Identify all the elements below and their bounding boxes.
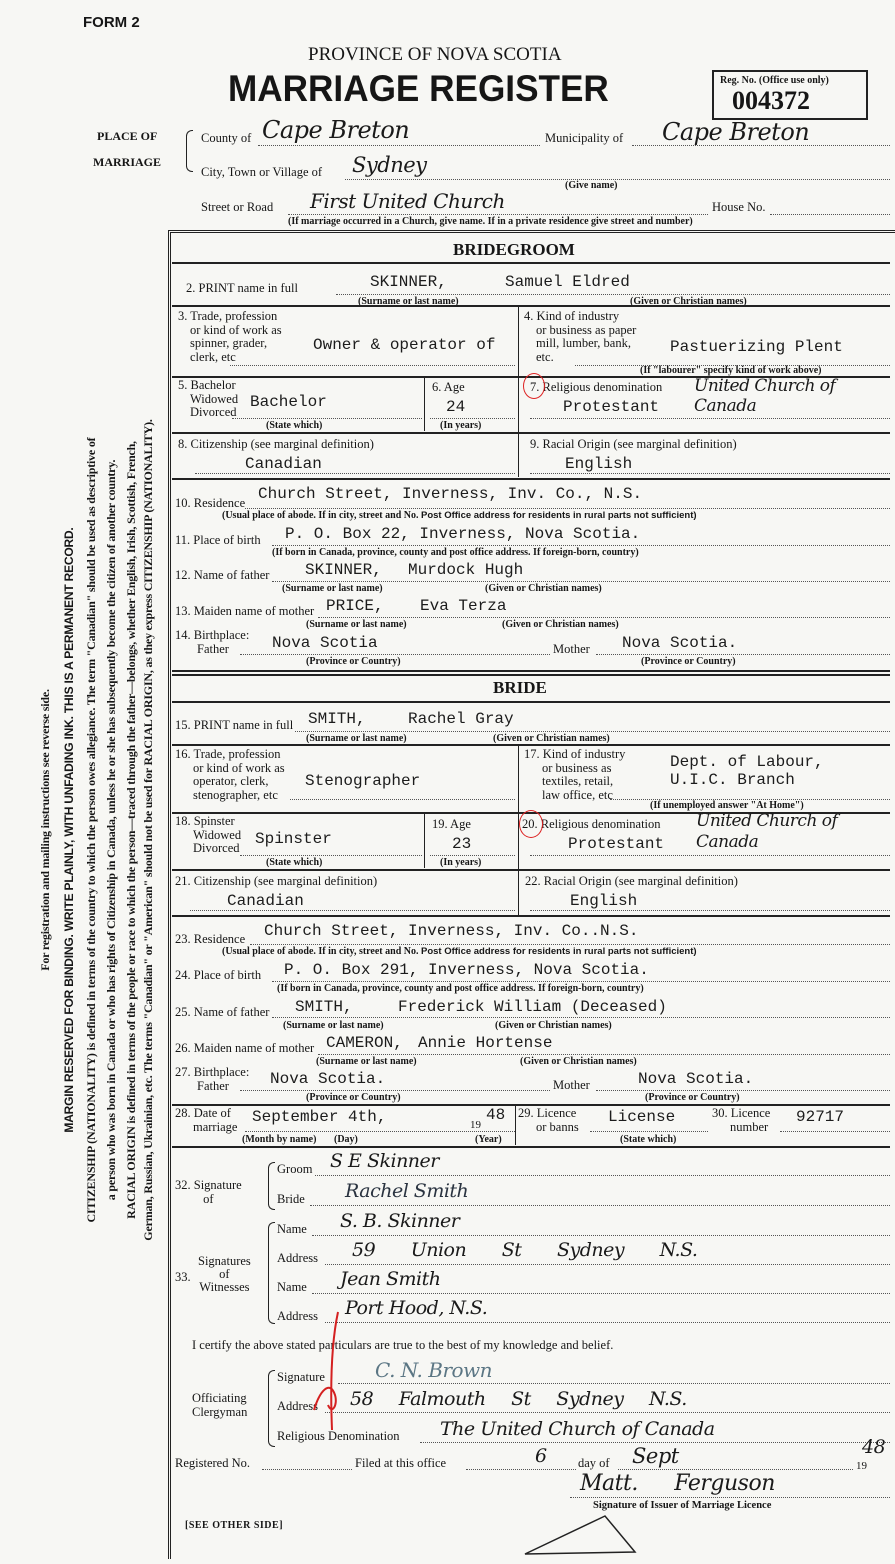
licence-type-label: 29. Licence or banns <box>518 1106 579 1134</box>
city-value: Sydney <box>352 153 427 177</box>
groom-racial: English <box>565 455 633 473</box>
form-number: FORM 2 <box>83 14 140 31</box>
margin-line-4: a person who was born in Canada or who has rights of Citizenship in Canada, unless he or she has subsequently become the citizen of another country. <box>104 459 118 1201</box>
day-caption: (Day) <box>334 1134 358 1145</box>
bride-age: 23 <box>452 835 472 853</box>
clergy-signature: C. N. Brown <box>375 1358 493 1382</box>
clergy-address: 58 Falmouth St Sydney N.S. <box>350 1388 687 1410</box>
bride-birthplace-label: 27. Birthplace: Father <box>175 1065 250 1093</box>
signature-of-label: 32. Signature of <box>175 1178 242 1206</box>
margin-line-2: MARGIN RESERVED FOR BINDING. WRITE PLAINLY, WITH UNFADING INK. THIS IS A PERMANENT RECORD. <box>62 527 76 1133</box>
province-heading: PROVINCE OF NOVA SCOTIA <box>308 44 562 65</box>
given-caption: (Given or Christian names) <box>495 1020 612 1031</box>
clergy-denomination: The United Church of Canada <box>440 1418 715 1440</box>
bride-industry-note: (If unemployed answer "At Home") <box>650 800 804 811</box>
red-check-mark <box>310 1310 340 1435</box>
house-no-label: House No. <box>712 200 766 214</box>
licence-type: License <box>608 1108 676 1126</box>
bride-industry-label: 17. Kind of industry or business as textiles, retail, law office, etc <box>524 747 626 802</box>
marriage-label: MARRIAGE <box>93 155 161 169</box>
year-prefix: 19 <box>470 1119 481 1131</box>
bride-signature: Rachel Smith <box>345 1180 469 1202</box>
witness1-name: S. B. Skinner <box>340 1210 460 1232</box>
margin-instructions <box>35 290 165 1370</box>
reg-number-label: Reg. No. (Office use only) <box>720 75 829 86</box>
bride-religion: Protestant <box>568 835 665 853</box>
bride-citizenship-label: 21. Citizenship (see marginal definition) <box>175 874 378 888</box>
mother-label: Mother <box>553 642 590 656</box>
issuer-signature: Matt. Ferguson <box>580 1471 775 1496</box>
bride-status-label: 18. Spinster Widowed Divorced <box>175 814 242 855</box>
state-which-caption: (State which) <box>266 420 323 431</box>
surname-caption: (Surname or last name) <box>283 1020 384 1031</box>
brace <box>268 1370 275 1447</box>
witness2-name: Jean Smith <box>340 1268 441 1290</box>
bride-signature-label: Bride <box>277 1192 305 1206</box>
groom-mother-birthplace: Nova Scotia. <box>622 634 738 652</box>
groom-given: Samuel Eldred <box>505 273 630 291</box>
bride-birth: P. O. Box 291, Inverness, Nova Scotia. <box>284 961 649 979</box>
given-caption: (Given or Christian names) <box>630 296 747 307</box>
groom-name-label: 2. PRINT name in full <box>186 281 298 295</box>
filed-label: Filed at this office <box>355 1456 447 1470</box>
groom-religion-handwritten: United Church of Canada <box>694 376 836 416</box>
bride-mother-given: Annie Hortense <box>418 1034 553 1052</box>
groom-birth: P. O. Box 22, Inverness, Nova Scotia. <box>285 525 641 543</box>
surname-caption: (Surname or last name) <box>316 1056 417 1067</box>
issuer-signature-label: Signature of Issuer of Marriage Licence <box>593 1500 772 1511</box>
bride-given: Rachel Gray <box>408 710 514 728</box>
bride-father-surname: SMITH, <box>295 998 353 1016</box>
given-caption: (Given or Christian names) <box>502 619 619 630</box>
brace <box>186 130 193 172</box>
bride-age-label: 19. Age <box>432 817 471 831</box>
filed-day: 6 <box>535 1445 547 1467</box>
clergy-address-label: Address <box>277 1399 318 1413</box>
groom-citizenship: Canadian <box>245 455 322 473</box>
see-other-side-note: [SEE OTHER SIDE] <box>185 1520 284 1531</box>
groom-mother-given: Eva Terza <box>420 597 507 615</box>
province-caption: (Province or Country) <box>306 656 401 667</box>
marriage-date: September 4th, <box>252 1108 387 1126</box>
groom-status-label: 5. Bachelor Widowed Divorced <box>178 378 239 419</box>
groom-age-label: 6. Age <box>432 380 465 394</box>
licence-number: 92717 <box>796 1108 845 1126</box>
witnesses-number: 33. <box>175 1270 191 1284</box>
witness1-name-label: Name <box>277 1222 307 1236</box>
bride-birth-label: 24. Place of birth <box>175 968 262 982</box>
bride-industry-line1: Dept. of Labour, <box>670 753 824 771</box>
bride-residence-label: 23. Residence <box>175 932 246 946</box>
state-which-caption: (State which) <box>620 1134 677 1145</box>
bride-mother-label: 26. Maiden name of mother <box>175 1041 315 1055</box>
groom-religion-label: 7. Religious denomination <box>530 380 663 394</box>
witnesses-label: Signatures of Witnesses <box>198 1254 251 1294</box>
filed-year: 48 <box>862 1436 886 1458</box>
street-value: First United Church <box>310 189 505 213</box>
bridegroom-heading: BRIDEGROOM <box>453 240 575 259</box>
bride-trade-label: 16. Trade, profession or kind of work as operator, clerk, stenographer, etc <box>175 747 285 802</box>
day-of-label: day of <box>578 1456 610 1470</box>
bride-mother-surname: CAMERON, <box>326 1034 403 1052</box>
groom-father-surname: SKINNER, <box>305 561 382 579</box>
surname-caption: (Surname or last name) <box>306 733 407 744</box>
pen-stroke <box>520 1514 640 1559</box>
groom-birth-label: 11. Place of birth <box>175 533 261 547</box>
bride-heading: BRIDE <box>493 678 547 697</box>
bride-father-label: 25. Name of father <box>175 1005 270 1019</box>
surname-caption: (Surname or last name) <box>358 296 459 307</box>
bride-residence: Church Street, Inverness, Inv. Co..N.S. <box>264 922 639 940</box>
groom-father-label: 12. Name of father <box>175 568 270 582</box>
bride-racial-label: 22. Racial Origin (see marginal definition) <box>525 874 738 888</box>
witness2-name-label: Name <box>277 1280 307 1294</box>
county-label: County of <box>201 131 252 145</box>
filed-month: Sept <box>632 1444 679 1468</box>
red-circle-mark <box>523 373 545 399</box>
groom-racial-label: 9. Racial Origin (see marginal definition) <box>530 437 737 451</box>
groom-age: 24 <box>446 398 466 416</box>
birth-note: (If born in Canada, province, county and post office address. If foreign-born, country) <box>277 983 644 994</box>
groom-residence-label: 10. Residence <box>175 496 246 510</box>
state-which-caption: (State which) <box>266 857 323 868</box>
bride-status: Spinster <box>255 830 332 848</box>
margin-line-5: RACIAL ORIGIN is defined in terms of the people or race to which the person—traced through the father—belongs, whether English, Irish, Scottish, French, <box>124 441 138 1219</box>
page-title: MARRIAGE REGISTER <box>228 68 609 109</box>
clergy-signature-label: Signature <box>277 1370 325 1384</box>
bride-surname: SMITH, <box>308 710 366 728</box>
groom-trade-label: 3. Trade, profession or kind of work as spinner, grader, clerk, etc <box>178 309 282 364</box>
red-circle-mark <box>519 810 543 838</box>
in-years-caption: (In years) <box>440 857 482 868</box>
year-caption: (Year) <box>475 1134 502 1145</box>
county-value: Cape Breton <box>262 116 410 144</box>
year-prefix: 19 <box>856 1460 867 1472</box>
bride-father-given: Frederick William (Deceased) <box>398 998 667 1016</box>
groom-industry-label: 4. Kind of industry or business as paper mill, lumber, bank, etc. <box>524 309 637 364</box>
groom-birthplace-label: 14. Birthplace: Father <box>175 628 250 656</box>
bride-name-label: 15. PRINT name in full <box>175 718 294 732</box>
brace <box>268 1162 275 1210</box>
city-label: City, Town or Village of <box>201 165 323 179</box>
bride-industry-line2: U.I.C. Branch <box>670 771 795 789</box>
groom-mother-label: 13. Maiden name of mother <box>175 604 315 618</box>
groom-mother-surname: PRICE, <box>326 597 384 615</box>
witness1-address-label: Address <box>277 1251 318 1265</box>
give-name-note: (Give name) <box>565 180 618 191</box>
street-label: Street or Road <box>201 200 274 214</box>
given-caption: (Given or Christian names) <box>485 583 602 594</box>
brace <box>268 1222 275 1324</box>
place-note: (If marriage occurred in a Church, give name. If in a private residence give street and number) <box>288 216 693 227</box>
residence-note: (Usual place of abode. If in city, street and No. Post Office address for residents in rural parts not sufficient) <box>222 946 697 957</box>
municipality-value: Cape Breton <box>662 118 810 146</box>
bride-religion-handwritten: United Church of Canada <box>696 811 838 852</box>
groom-citizenship-label: 8. Citizenship (see marginal definition) <box>178 437 374 451</box>
province-caption: (Province or Country) <box>306 1092 401 1103</box>
groom-signature: S E Skinner <box>330 1150 439 1172</box>
licence-number-label: 30. Licence number <box>712 1106 771 1134</box>
bride-religion-label: 20. Religious denomination <box>522 817 661 831</box>
given-caption: (Given or Christian names) <box>493 733 610 744</box>
bride-mother-birthplace: Nova Scotia. <box>638 1070 754 1088</box>
reg-number-box <box>712 70 868 120</box>
birth-note: (If born in Canada, province, county and post office address. If foreign-born, country) <box>272 547 639 558</box>
margin-line-6: German, Russian, Ukrainian, etc. The terms "Canadian" or "American" should not be used for RACIAL ORIGIN, as they express CITIZENSHIP (NATIONALITY). <box>141 419 155 1241</box>
in-years-caption: (In years) <box>440 420 482 431</box>
margin-line-1: For registration and mailing instructions see reverse side. <box>38 689 52 971</box>
place-of-label: PLACE OF <box>97 129 158 143</box>
groom-father-birthplace: Nova Scotia <box>272 634 378 652</box>
officiating-clergyman-label: Officiating Clergyman <box>192 1391 248 1419</box>
province-caption: (Province or Country) <box>645 1092 740 1103</box>
witness2-address-label: Address <box>277 1309 318 1323</box>
bride-trade: Stenographer <box>305 772 421 790</box>
groom-trade: Owner & operator of <box>313 336 496 354</box>
surname-caption: (Surname or last name) <box>282 583 383 594</box>
mother-label: Mother <box>553 1078 590 1092</box>
province-caption: (Province or Country) <box>641 656 736 667</box>
bride-father-birthplace: Nova Scotia. <box>270 1070 386 1088</box>
given-caption: (Given or Christian names) <box>520 1056 637 1067</box>
groom-residence: Church Street, Inverness, Inv. Co., N.S. <box>258 485 643 503</box>
clergy-denomination-label: Religious Denomination <box>277 1429 400 1443</box>
marriage-year: 48 <box>486 1106 506 1124</box>
residence-note: (Usual place of abode. If in city, street and No. Post Office address for residents in rural parts not sufficient) <box>222 510 697 521</box>
marriage-date-label: 28. Date of marriage <box>175 1106 238 1134</box>
groom-father-given: Murdock Hugh <box>408 561 524 579</box>
certification-text: I certify the above stated particulars are true to the best of my knowledge and belief. <box>192 1338 614 1352</box>
groom-surname: SKINNER, <box>370 273 447 291</box>
margin-line-3: CITIZENSHIP (NATIONALITY) is defined in terms of the country to which the person owes allegiance. The term "Canadian" should be used as descriptive of <box>84 437 98 1223</box>
municipality-label: Municipality of <box>545 131 624 145</box>
surname-caption: (Surname or last name) <box>306 619 407 630</box>
groom-signature-label: Groom <box>277 1162 313 1176</box>
reg-number-value: 004372 <box>732 86 810 115</box>
witness1-address: 59 Union St Sydney N.S. <box>352 1239 698 1261</box>
groom-status: Bachelor <box>250 393 327 411</box>
registered-no-label: Registered No. <box>175 1456 250 1470</box>
bride-citizenship: Canadian <box>227 892 304 910</box>
month-caption: (Month by name) <box>242 1134 317 1145</box>
groom-religion: Protestant <box>563 398 660 416</box>
bride-racial: English <box>570 892 638 910</box>
groom-industry-note: (If "labourer" specify kind of work above) <box>640 365 822 376</box>
groom-industry: Pastuerizing Plent <box>670 338 843 356</box>
witness2-address: Port Hood, N.S. <box>345 1297 488 1319</box>
